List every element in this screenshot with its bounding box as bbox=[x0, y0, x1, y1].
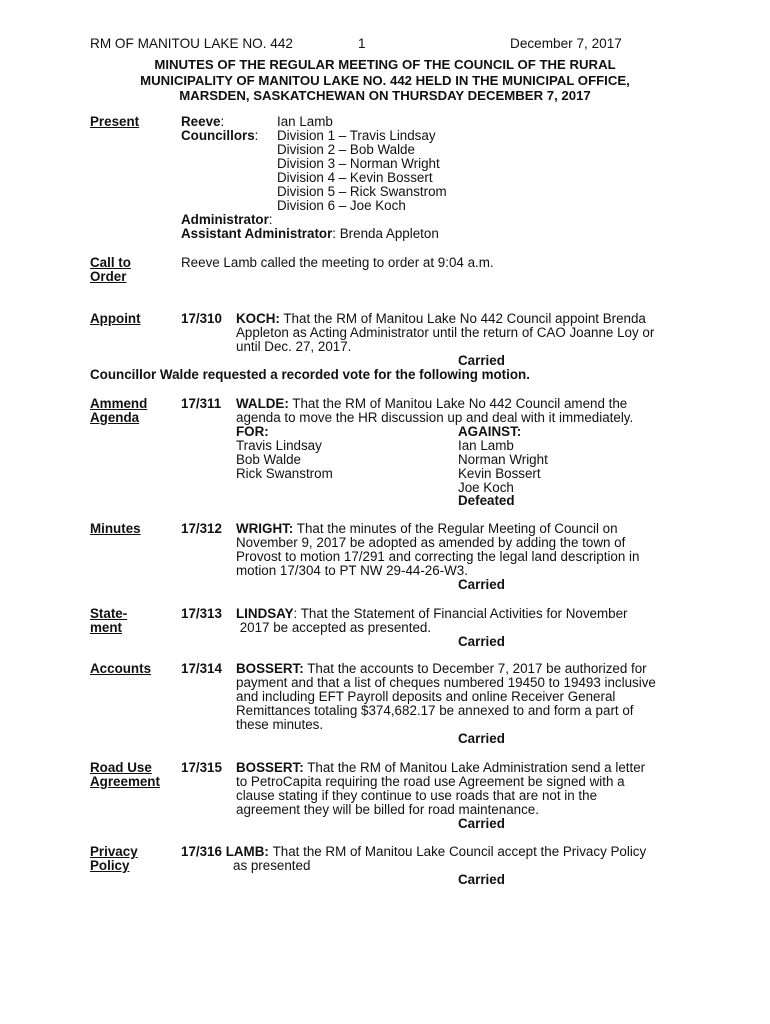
title-line: MINUTES OF THE REGULAR MEETING OF THE COUNCIL OF THE RURAL bbox=[154, 57, 616, 72]
motion-result: Carried bbox=[458, 816, 505, 831]
appoint-label: Appoint bbox=[90, 311, 141, 326]
councillor-item: Division 4 – Kevin Bossert bbox=[277, 170, 433, 185]
vote-against-column: AGAINST: Ian Lamb Norman Wright Kevin Bossert Joe Koch bbox=[458, 424, 548, 495]
header-page-number: 1 bbox=[358, 36, 366, 51]
motion-result: Carried bbox=[458, 872, 505, 887]
councillors-list bbox=[277, 129, 447, 213]
motion-number: 17/313 bbox=[181, 606, 222, 621]
statement-label: State- ment bbox=[90, 606, 128, 635]
motion-text-statement: LINDSAY: That the Statement of Financial Activities for November 2017 be accepted as presented. bbox=[236, 606, 628, 635]
councillors-label: Councillors: bbox=[181, 128, 259, 143]
motion-text-privacy: as presented bbox=[233, 858, 311, 873]
assistant-administrator: Assistant Administrator: Brenda Appleton bbox=[181, 226, 439, 241]
road-use-label: Road Use Agreement bbox=[90, 760, 160, 789]
accounts-label: Accounts bbox=[90, 661, 152, 676]
reeve-label: Reeve: bbox=[181, 114, 225, 129]
vote-against-name: Norman Wright bbox=[458, 452, 548, 467]
vote-against-name: Joe Koch bbox=[458, 480, 514, 495]
minutes-label: Minutes bbox=[90, 521, 141, 536]
document-title bbox=[90, 57, 680, 104]
motion-result: Defeated bbox=[458, 493, 515, 508]
motion-text-agenda: WALDE: That the RM of Manitou Lake No 442 Council amend the agenda to move the HR discussion up and deal with it immediately. bbox=[236, 396, 634, 425]
title-line: MUNICIPALITY OF MANITOU LAKE NO. 442 HELD IN THE MUNICIPAL OFFICE, bbox=[140, 72, 630, 88]
administrator-label: Administrator: bbox=[181, 212, 273, 227]
title-line: MARSDEN, SASKATCHEWAN ON THURSDAY DECEMBER 7, 2017 bbox=[179, 88, 591, 103]
motion-result: Carried bbox=[458, 731, 505, 746]
motion-number: 17/315 bbox=[181, 760, 222, 775]
motion-result: Carried bbox=[458, 634, 505, 649]
motion-number: 17/316 LAMB: That the RM of Manitou Lake Council accept the Privacy Policy bbox=[181, 844, 647, 859]
vote-for-name: Rick Swanstrom bbox=[236, 466, 333, 481]
vote-against-name: Kevin Bossert bbox=[458, 466, 541, 481]
header-org: RM OF MANITOU LAKE NO. 442 bbox=[90, 36, 293, 51]
motion-number: 17/314 bbox=[181, 661, 222, 676]
motion-text-appoint: KOCH: That the RM of Manitou Lake No 442 Council appoint Brenda Appleton as Acting Administrator until the return of CAO Joanne Loy or until Dec. 27, 2017. bbox=[236, 311, 655, 354]
motion-result: Carried bbox=[458, 353, 505, 368]
header-date: December 7, 2017 bbox=[510, 36, 622, 51]
recorded-vote-note: Councillor Walde requested a recorded vote for the following motion. bbox=[90, 367, 530, 382]
vote-against-name: Ian Lamb bbox=[458, 438, 514, 453]
councillor-item: Division 5 – Rick Swanstrom bbox=[277, 184, 447, 199]
present-label: Present bbox=[90, 114, 140, 129]
call-to-order-text: Reeve Lamb called the meeting to order at 9:04 a.m. bbox=[181, 255, 494, 270]
vote-for-name: Bob Walde bbox=[236, 452, 302, 467]
reeve-name: Ian Lamb bbox=[277, 114, 333, 129]
motion-text-road-use: BOSSERT: That the RM of Manitou Lake Administration send a letter to PetroCapita requiring the road use Agreement be signed with a clause stating if they continue to use roads that are not in the agreement they will be billed for road maintenance. bbox=[236, 760, 646, 817]
councillor-item: Division 3 – Norman Wright bbox=[277, 156, 440, 171]
motion-number: 17/312 bbox=[181, 521, 222, 536]
vote-for-name: Travis Lindsay bbox=[236, 438, 322, 453]
motion-text-minutes: WRIGHT: That the minutes of the Regular Meeting of Council on November 9, 2017 be adopted as amended by adding the town of Provost to motion 17/291 and correcting the legal land description in motion 17/304 to PT NW 29-44-26-W3. bbox=[236, 521, 640, 578]
motion-number: 17/310 bbox=[181, 311, 222, 326]
privacy-label: Privacy Policy bbox=[90, 844, 138, 873]
call-to-order-label: Call to Order bbox=[90, 255, 131, 284]
councillor-item: Division 2 – Bob Walde bbox=[277, 142, 415, 157]
motion-text-accounts: BOSSERT: That the accounts to December 7, 2017 be authorized for payment and that a list of cheques numbered 19450 to 19493 inclusive and including EFT Payroll deposits and online Receiver General Remittances totaling $374,682.17 be annexed to and form a part of these minutes. bbox=[236, 661, 656, 732]
councillor-item: Division 1 – Travis Lindsay bbox=[277, 128, 436, 143]
vote-for-column: FOR: Travis Lindsay Bob Walde Rick Swanstrom bbox=[236, 424, 333, 481]
agenda-label: Ammend Agenda bbox=[90, 396, 148, 425]
motion-result: Carried bbox=[458, 577, 505, 592]
councillor-item: Division 6 – Joe Koch bbox=[277, 198, 406, 213]
motion-number: 17/311 bbox=[181, 396, 222, 411]
